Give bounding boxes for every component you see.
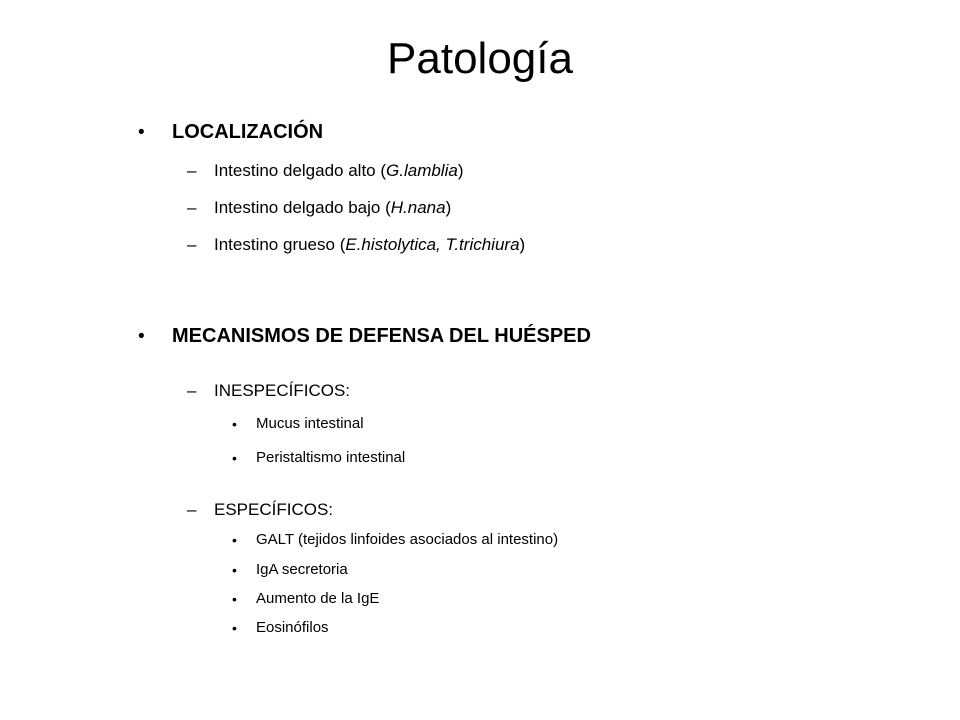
bullet-icon: • bbox=[138, 326, 145, 347]
bullet-icon: • bbox=[138, 122, 145, 143]
list-item: IgA secretoria bbox=[256, 561, 348, 578]
list-item: Intestino delgado bajo (H.nana) bbox=[214, 198, 452, 217]
section-heading: LOCALIZACIÓN bbox=[172, 121, 324, 143]
dash-icon: – bbox=[187, 235, 197, 254]
bullet-icon: • bbox=[232, 450, 237, 466]
list-item: Eosinófilos bbox=[256, 619, 329, 636]
species-name: E.histolytica, T.trichiura bbox=[345, 235, 520, 254]
slide-title: Patología bbox=[387, 34, 573, 83]
dash-icon: – bbox=[187, 500, 197, 519]
bullet-icon: • bbox=[232, 416, 237, 432]
group-label: INESPECÍFICOS: bbox=[214, 381, 351, 400]
bullet-icon: • bbox=[232, 591, 237, 607]
list-item: Intestino grueso (E.histolytica, T.trichiura) bbox=[214, 235, 526, 254]
list-item: Intestino delgado alto (G.lamblia) bbox=[214, 161, 464, 180]
dash-icon: – bbox=[187, 198, 197, 217]
bullet-icon: • bbox=[232, 562, 237, 578]
list-item: Aumento de la IgE bbox=[256, 590, 380, 607]
species-name: G.lamblia bbox=[386, 161, 458, 180]
dash-icon: – bbox=[187, 381, 197, 400]
group-label: ESPECÍFICOS: bbox=[214, 500, 334, 519]
section-heading: MECANISMOS DE DEFENSA DEL HUÉSPED bbox=[172, 325, 591, 347]
list-item: Mucus intestinal bbox=[256, 415, 364, 432]
dash-icon: – bbox=[187, 161, 197, 180]
species-name: H.nana bbox=[390, 198, 446, 217]
list-item: Peristaltismo intestinal bbox=[256, 449, 406, 466]
list-item: GALT (tejidos linfoides asociados al intestino) bbox=[256, 531, 559, 548]
bullet-icon: • bbox=[232, 620, 237, 636]
bullet-icon: • bbox=[232, 532, 237, 548]
